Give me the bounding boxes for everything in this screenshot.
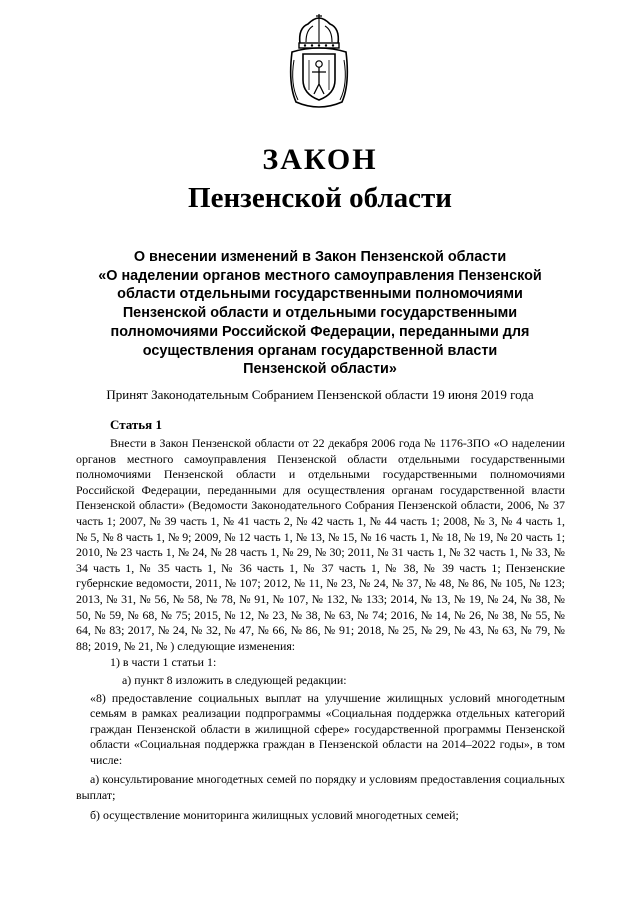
article-body bbox=[76, 436, 565, 823]
article-intro-paragraph: Внести в Закон Пензенской области от 22 декабря 2006 года № 1176-ЗПО «О наделении органов местного самоуправления Пензенской области отдельными государственными полномочиями Пензенской области и отдельными государственными полномочиями Российской Федерации, переданными для осуществления органам государственной власти Пензенской области» (Ведомости Законодательного Собрания Пензенской области, 2006, № 37 часть 1; 2007, № 39 часть 1, № 41 часть 2, № 42 часть 1, № 44 часть 1; 2008, № 3, № 4 часть 1, № 5, № 8 часть 1, № 9; 2009, № 12 часть 1, № 13, № 15, № 16 часть 1, № 18, № 19, № 20 часть 1; 2010, № 23 часть 1, № 24, № 28 часть 1, № 29, № 30; 2011, № 31 часть 1, № 32 часть 1, № 33, № 34 часть 1, № 35 часть 1, № 36 часть 1, № 37 часть 1, № 38, № 39 часть 1; Пензенские губернские ведомости, 2011, № 107; 2012, № 11, № 23, № 24, № 37, № 48, № 86, № 105, № 123; 2013, № 31, № 56, № 58, № 78, № 91, № 107, № 132, № 133; 2014, № 13, № 19, № 24, № 38, № 50, № 59, № 68, № 75; 2015, № 12, № 23, № 38, № 63, № 74; 2016, № 14, № 26, № 38, № 55, № 64, № 83; 2017, № 24, № 32, № 47, № 66, № 86, № 91; 2018, № 25, № 29, № 43, № 63, № 79, № 88; 2019, № 21, № ) следующие изменения: bbox=[76, 436, 565, 653]
subject-line: осуществления органам государственной власти bbox=[142, 342, 498, 359]
sub-item-a: а) консультирование многодетных семей по порядку и условиям предоставления социальных выплат; bbox=[76, 772, 565, 803]
amendment-item-a: а) пункт 8 изложить в следующей редакции: bbox=[122, 672, 347, 687]
subject-line: «О наделении органов местного самоуправления Пензенской bbox=[98, 267, 542, 284]
amendment-quote-paragraph: «8) предоставление социальных выплат на улучшение жилищных условий многодетным семьям в рамках реализации подпрограммы «Социальная поддержка отдельных категорий граждан Пензенской области в жилищной сфере» государственной программы Пензенской области «Социальная поддержка граждан в Пензенской области на 2014–2022 годы», в том числе: bbox=[90, 690, 565, 767]
law-region: Пензенской области bbox=[188, 182, 452, 214]
adoption-note: Принят Законодательным Собранием Пензенской области 19 июня 2019 года bbox=[106, 387, 534, 402]
subject-line: полномочиями Российской Федерации, переданными для bbox=[110, 323, 530, 340]
subject-line: Пензенской области и отдельными государственными bbox=[122, 305, 518, 322]
law-title: ЗАКОН bbox=[262, 143, 378, 176]
subject-line: области отдельными государственными полномочиями bbox=[117, 286, 523, 303]
subject-line: О внесении изменений в Закон Пензенской области bbox=[133, 249, 507, 265]
subject-line: Пензенской области» bbox=[243, 361, 397, 378]
law-subject bbox=[80, 248, 560, 379]
sub-item-b: б) осуществление мониторинга жилищных условий многодетных семей; bbox=[90, 807, 459, 822]
article-title: Статья 1 bbox=[110, 417, 162, 432]
penza-region-coat-of-arms-icon bbox=[286, 14, 352, 110]
amendment-item-1: 1) в части 1 статьи 1: bbox=[110, 655, 217, 670]
